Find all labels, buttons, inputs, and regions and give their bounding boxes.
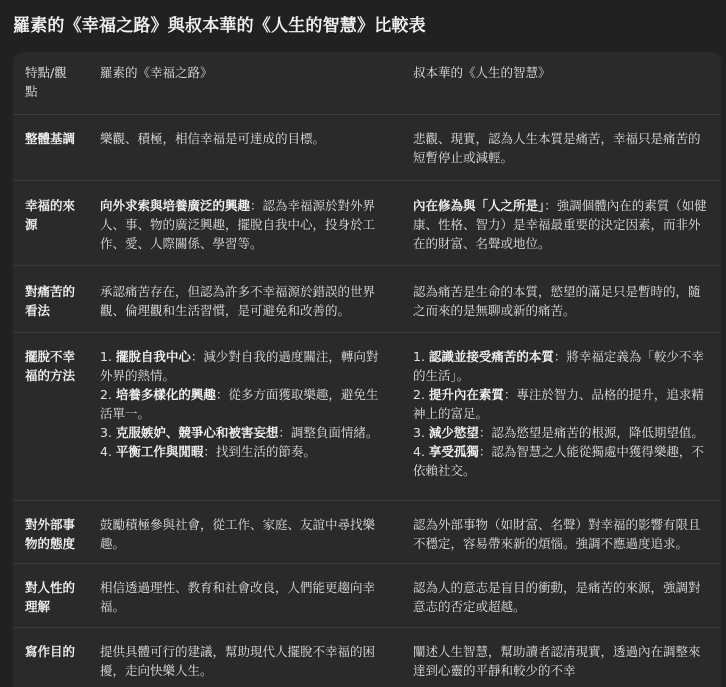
- item-number: 3.: [413, 425, 429, 440]
- russell-cell: [88, 333, 401, 501]
- header-schopenhauer: 叔本華的《人生的智慧》: [401, 52, 721, 115]
- item-emphasis: 認識並接受痛苦的本質: [428, 349, 554, 364]
- item-text: ：找到生活的節奏。: [203, 444, 316, 459]
- item-emphasis: 克服嫉妒、競爭心和被害妄想: [115, 425, 279, 440]
- item-text: ：將幸福定義為「較少不幸的生活」。: [413, 349, 704, 383]
- item-emphasis: 平衡工作與閒暇: [115, 444, 204, 459]
- schopenhauer-cell: 認為痛苦是生命的本質，慾望的滿足只是暫時的，隨之而來的是無聊或新的痛苦。: [401, 266, 721, 333]
- item-number: 4.: [100, 444, 116, 459]
- row-feature: 整體基調: [13, 115, 88, 181]
- item-number: 2.: [100, 387, 116, 402]
- header-feature: 特點/觀點: [13, 52, 88, 115]
- list-item: [100, 385, 389, 423]
- row-feature: 對外部事物的態度: [13, 501, 88, 564]
- table-row: [13, 501, 721, 564]
- item-number: 4.: [413, 444, 429, 459]
- item-number: 3.: [100, 425, 116, 440]
- schopenhauer-cell: 闡述人生智慧，幫助讀者認清現實，透過內在調整來達到心靈的平靜和較少的不幸: [413, 644, 701, 678]
- item-emphasis: 減少慾望: [428, 425, 479, 440]
- russell-text: ：認為幸福源於對外界人、事、物的廣泛興趣，擺脫自我中心，投身於工作、愛、人際關係、學習等。: [100, 198, 376, 251]
- page-title: 羅素的《幸福之路》與叔本華的《人生的智慧》比較表: [13, 16, 426, 36]
- item-text: ：認為智慧之人能從獨處中獲得樂趣，不依賴社交。: [413, 444, 704, 478]
- table-row: [13, 564, 721, 628]
- item-text: ：認為慾望是痛苦的根源，降低期望值。: [478, 425, 704, 440]
- list-item: [100, 347, 389, 385]
- item-number: 1.: [100, 349, 116, 364]
- russell-cell: 樂觀、積極，相信幸福是可達成的目標。: [88, 115, 401, 181]
- row-feature: 對痛苦的看法: [13, 266, 88, 333]
- item-emphasis: 享受孤獨: [428, 444, 479, 459]
- table-row: [13, 333, 721, 501]
- russell-cell: 鼓勵積極參與社會，從工作、家庭、友誼中尋找樂趣。: [88, 501, 401, 564]
- item-emphasis: 提升內在素質: [428, 387, 504, 402]
- comparison-table: [13, 52, 721, 687]
- schopenhauer-cell: 認為外部事物（如財富、名聲）對幸福的影響有限且不穩定，容易帶來新的煩惱。強調不應過度追求。: [401, 501, 721, 564]
- comparison-table-container[interactable]: [13, 52, 721, 687]
- list-item: [413, 347, 709, 385]
- row-feature: 對人性的理解: [13, 564, 88, 628]
- table-row: [13, 181, 721, 266]
- russell-emphasis: 向外求索與培養廣泛的興趣: [100, 198, 251, 213]
- table-row: [13, 115, 721, 181]
- item-emphasis: 培養多樣化的興趣: [115, 387, 216, 402]
- row-feature: 寫作目的: [25, 644, 76, 659]
- item-emphasis: 擺脫自我中心: [115, 349, 191, 364]
- schopenhauer-cell: [401, 333, 721, 501]
- list-item: [100, 423, 389, 442]
- row-feature: 幸福的來源: [13, 181, 88, 266]
- russell-cell: 提供具體可行的建議，幫助現代人擺脫不幸福的困擾，走向快樂人生。: [100, 644, 376, 678]
- item-number: 2.: [413, 387, 429, 402]
- russell-cell: 相信透過理性、教育和社會改良，人們能更趨向幸福。: [88, 564, 401, 628]
- item-text: ：專注於智力、品格的提升，追求精神上的富足。: [413, 387, 704, 421]
- schopenhauer-emphasis: 內在修為與「人之所是」: [413, 198, 545, 213]
- schopenhauer-text: ：強調個體內在的素質（如健康、性格、智力）是幸福最重要的決定因素，而非外在的財富、名聲或地位。: [413, 198, 707, 251]
- table-row: [13, 266, 721, 333]
- schopenhauer-cell: 認為人的意志是盲目的衝動，是痛苦的來源，強調對意志的否定或超越。: [401, 564, 721, 628]
- header-russell: 羅素的《幸福之路》: [88, 52, 401, 115]
- table-header-row: [13, 52, 721, 115]
- russell-cell: [88, 181, 401, 266]
- russell-cell: 承認痛苦存在，但認為許多不幸福源於錯誤的世界觀、倫理觀和生活習慣，是可避免和改善的。: [88, 266, 401, 333]
- table-row: [13, 628, 721, 687]
- schopenhauer-cell: 悲觀、現實，認為人生本質是痛苦，幸福只是痛苦的短暫停止或減輕。: [401, 115, 721, 181]
- list-item: [413, 423, 709, 442]
- list-item: [413, 442, 709, 480]
- item-text: ：減少對自我的過度關注，轉向對外界的熱情。: [100, 349, 379, 383]
- item-text: ：調整負面情緒。: [278, 425, 379, 440]
- list-item: [100, 442, 389, 461]
- item-number: 1.: [413, 349, 429, 364]
- row-feature: 擺脫不幸福的方法: [13, 333, 88, 501]
- item-text: ：從多方面獲取樂趣，避免生活單一。: [100, 387, 379, 421]
- list-item: [413, 385, 709, 423]
- schopenhauer-cell: [401, 181, 721, 266]
